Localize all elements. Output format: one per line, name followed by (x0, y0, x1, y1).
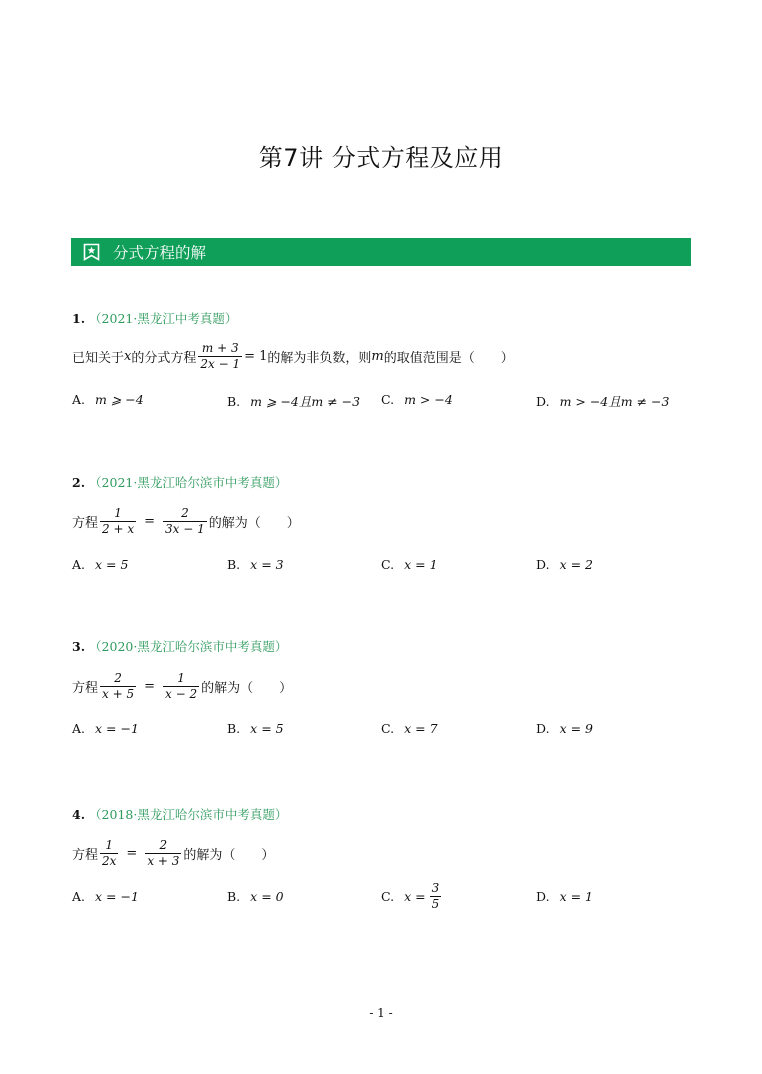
fraction-denominator: x − 2 (165, 686, 198, 701)
option-letter: D. (536, 889, 550, 904)
option-letter: B. (227, 557, 241, 572)
fraction (198, 341, 242, 372)
fraction-denominator: 2x (102, 853, 117, 868)
option-value: x = 9 (559, 721, 593, 736)
fraction (163, 506, 207, 537)
fraction-denominator: x + 3 (147, 853, 180, 868)
stem-text: 方程 (72, 680, 99, 696)
stem-var: m (371, 348, 384, 364)
option-letter: C. (381, 392, 395, 407)
option-c[interactable] (381, 557, 438, 572)
option-value: m ⩾ −4 (95, 392, 144, 407)
option-value: m > −4 (404, 392, 453, 407)
option-letter: B. (227, 889, 241, 904)
question-header (72, 805, 287, 823)
question-header (72, 637, 287, 655)
stem-text: 已知关于 (72, 350, 125, 366)
option-value: x = 0 (250, 889, 284, 904)
stem-text: 的解为（ ） (183, 847, 275, 863)
fraction-numerator: 2 (159, 837, 168, 852)
option-a[interactable] (72, 889, 139, 904)
equals-sign: = (126, 845, 138, 861)
question-number: 4. (72, 807, 86, 822)
option-value: x = (404, 889, 426, 904)
option-letter: A. (72, 889, 86, 904)
option-d[interactable] (536, 557, 593, 572)
question-number: 2. (72, 475, 86, 490)
page-title: 第7讲 分式方程及应用 (258, 144, 504, 172)
fraction (163, 671, 199, 702)
option-letter: B. (227, 393, 241, 409)
question-source: （2020·黑龙江哈尔滨市中考真题） (89, 639, 288, 654)
stem-text: 的解为（ ） (201, 680, 293, 696)
section-label: 分式方程的解 (113, 244, 207, 262)
fraction-denominator: 2 + x (102, 521, 135, 536)
bookmark-star-icon (83, 243, 100, 261)
fraction (100, 671, 136, 702)
fraction (145, 838, 181, 869)
fraction-numerator: m + 3 (201, 340, 239, 355)
option-d[interactable] (536, 392, 669, 410)
fraction-numerator: 1 (177, 670, 185, 685)
question-stem (72, 503, 300, 539)
option-letter: A. (72, 721, 86, 736)
question-stem (72, 668, 292, 704)
option-c[interactable] (381, 881, 443, 912)
question-number: 1. (72, 311, 86, 326)
fraction-numerator: 3 (431, 881, 440, 895)
fraction-numerator: 2 (114, 670, 122, 685)
fraction-numerator: 1 (114, 505, 122, 520)
question-source: （2021·黑龙江哈尔滨市中考真题） (89, 475, 288, 490)
option-letter: B. (227, 721, 241, 736)
option-letter: D. (536, 721, 550, 736)
stem-equation-tail: = 1 (244, 348, 268, 364)
option-b[interactable] (227, 889, 284, 904)
stem-text: 的解为非负数，则 (267, 350, 372, 366)
equals-sign: = (144, 513, 156, 529)
section-banner (71, 238, 691, 266)
fraction (100, 838, 118, 869)
question-stem (72, 338, 514, 374)
fraction-denominator: 3x − 1 (165, 521, 205, 536)
question-source: （2018·黑龙江哈尔滨市中考真题） (89, 807, 288, 822)
stem-text: 的分式方程 (131, 350, 197, 366)
stem-text: 的取值范围是（ ） (383, 350, 514, 366)
fraction-denominator: 5 (431, 897, 440, 911)
option-a[interactable] (72, 392, 144, 407)
fraction (100, 506, 136, 537)
stem-text: 方程 (72, 847, 99, 863)
option-b[interactable] (227, 392, 360, 410)
question-header (72, 473, 287, 491)
option-a[interactable] (72, 721, 139, 736)
option-value: m ⩾ −4且m ≠ −3 (250, 394, 361, 409)
fraction-numerator: 1 (105, 837, 114, 852)
question-stem (72, 835, 274, 871)
fraction (430, 881, 442, 912)
option-value: x = 1 (404, 557, 438, 572)
option-letter: D. (536, 557, 550, 572)
option-value: x = 5 (95, 557, 129, 572)
fraction-denominator: x + 5 (102, 686, 135, 701)
stem-var: x (124, 348, 132, 364)
equals-sign: = (144, 678, 156, 694)
option-value: x = 1 (559, 889, 593, 904)
question-number: 3. (72, 639, 86, 654)
fraction-numerator: 2 (181, 505, 189, 520)
option-value: x = −1 (95, 889, 139, 904)
option-value: x = −1 (95, 721, 139, 736)
fraction-denominator: 2x − 1 (200, 356, 241, 371)
option-value: m > −4且m ≠ −3 (559, 394, 670, 409)
option-c[interactable] (381, 392, 453, 407)
option-letter: C. (381, 721, 395, 736)
option-a[interactable] (72, 557, 128, 572)
option-value: x = 2 (559, 557, 593, 572)
option-value: x = 7 (404, 721, 438, 736)
option-d[interactable] (536, 889, 593, 904)
stem-text: 方程 (72, 515, 99, 531)
option-c[interactable] (381, 721, 438, 736)
option-b[interactable] (227, 557, 284, 572)
option-letter: C. (381, 889, 395, 904)
page-number: - 1 - (369, 1006, 393, 1020)
option-b[interactable] (227, 721, 284, 736)
option-d[interactable] (536, 721, 593, 736)
option-value: x = 5 (250, 721, 284, 736)
option-value: x = 3 (250, 557, 284, 572)
question-header (72, 309, 237, 327)
option-letter: C. (381, 557, 395, 572)
option-letter: A. (72, 392, 86, 407)
stem-text: 的解为（ ） (208, 515, 300, 531)
option-letter: D. (536, 393, 550, 409)
question-source: （2021·黑龙江中考真题） (89, 311, 238, 326)
option-letter: A. (72, 557, 86, 572)
